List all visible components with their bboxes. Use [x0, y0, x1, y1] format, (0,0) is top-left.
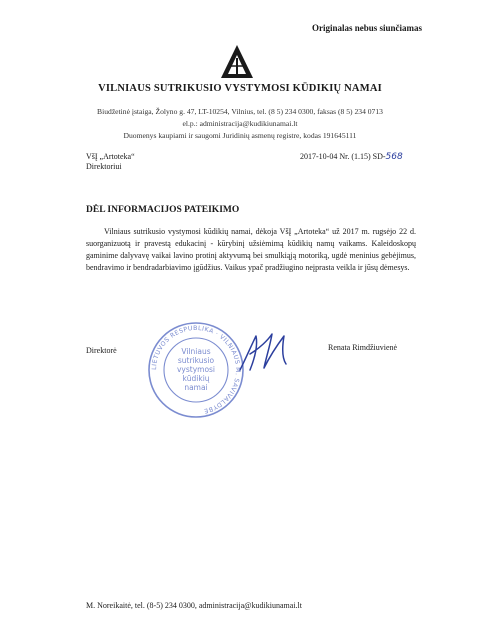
footer-contact: M. Noreikaitė, tel. (8-5) 234 0300, administracija@kudikiunamai.lt — [86, 601, 302, 610]
organization-logo-icon — [220, 44, 254, 80]
stamp-outer-text: LIETUVOS RESPUBLIKA · VILNIAUS M. SAVIVALDYBĖ — [150, 324, 242, 415]
recipient-name: VšĮ „Artoteka“ — [86, 152, 135, 161]
stamp-line: vystymosi — [176, 365, 216, 374]
copy-notice: Originalas nebus siunčiamas — [311, 23, 422, 33]
registration-text: 2017-10-04 Nr. (1.15) SD- — [300, 152, 386, 161]
stamp-line: kūdikių — [182, 374, 210, 383]
organization-name: VILNIAUS SUTRIKUSIO VYSTYMOSI KŪDIKIŲ NAMAI — [98, 83, 382, 94]
signer-position: Direktorė — [86, 346, 117, 355]
signer-name: Renata Rimdžiuvienė — [328, 343, 398, 352]
organization-email: el.p.: administracija@kudikiunamai.lt — [182, 119, 298, 128]
stamp-line: namai — [184, 383, 208, 392]
organization-address: Biudžetinė įstaiga, Žolyno g. 47, LT-10254, Vilnius, tel. (8 5) 234 0300, faksas (8 5) 234 0713 — [97, 107, 383, 116]
body-paragraph: Vilniaus sutrikusio vystymosi kūdikių namai, dėkoja VšĮ „Artoteka“ už 2017 m. rugsėjo 22 d. suorganizuotą ir pravestą edukacinį - kūrybinį užsiėmimą kūdikių namų vaikams. Kaleidoskopų gaminime dalyvavę vaikai lavino protinį aktyvumą bei smulkiąją motoriką, ugdė meninius gebėjimus, bendravimo ir bendradarbiavimo įgūdžius. Vaikus ypač pradžiugino neįprasta veikla ir jūsų dėmesys. — [86, 227, 416, 272]
organization-registry: Duomenys kaupiami ir saugomi Juridinių asmenų registre, kodas 191645111 — [123, 131, 357, 140]
stamp-line: Vilniaus — [181, 347, 211, 356]
registration-number — [300, 152, 403, 162]
stamp-line: sutrikusio — [177, 356, 215, 365]
letter-subject: DĖL INFORMACIJOS PATEIKIMO — [86, 205, 240, 215]
letter-body — [86, 226, 416, 274]
recipient-role: Direktoriui — [86, 162, 122, 171]
official-stamp-icon — [146, 320, 246, 420]
handwritten-signature-icon — [236, 330, 296, 376]
handwritten-number: 568 — [385, 152, 403, 162]
